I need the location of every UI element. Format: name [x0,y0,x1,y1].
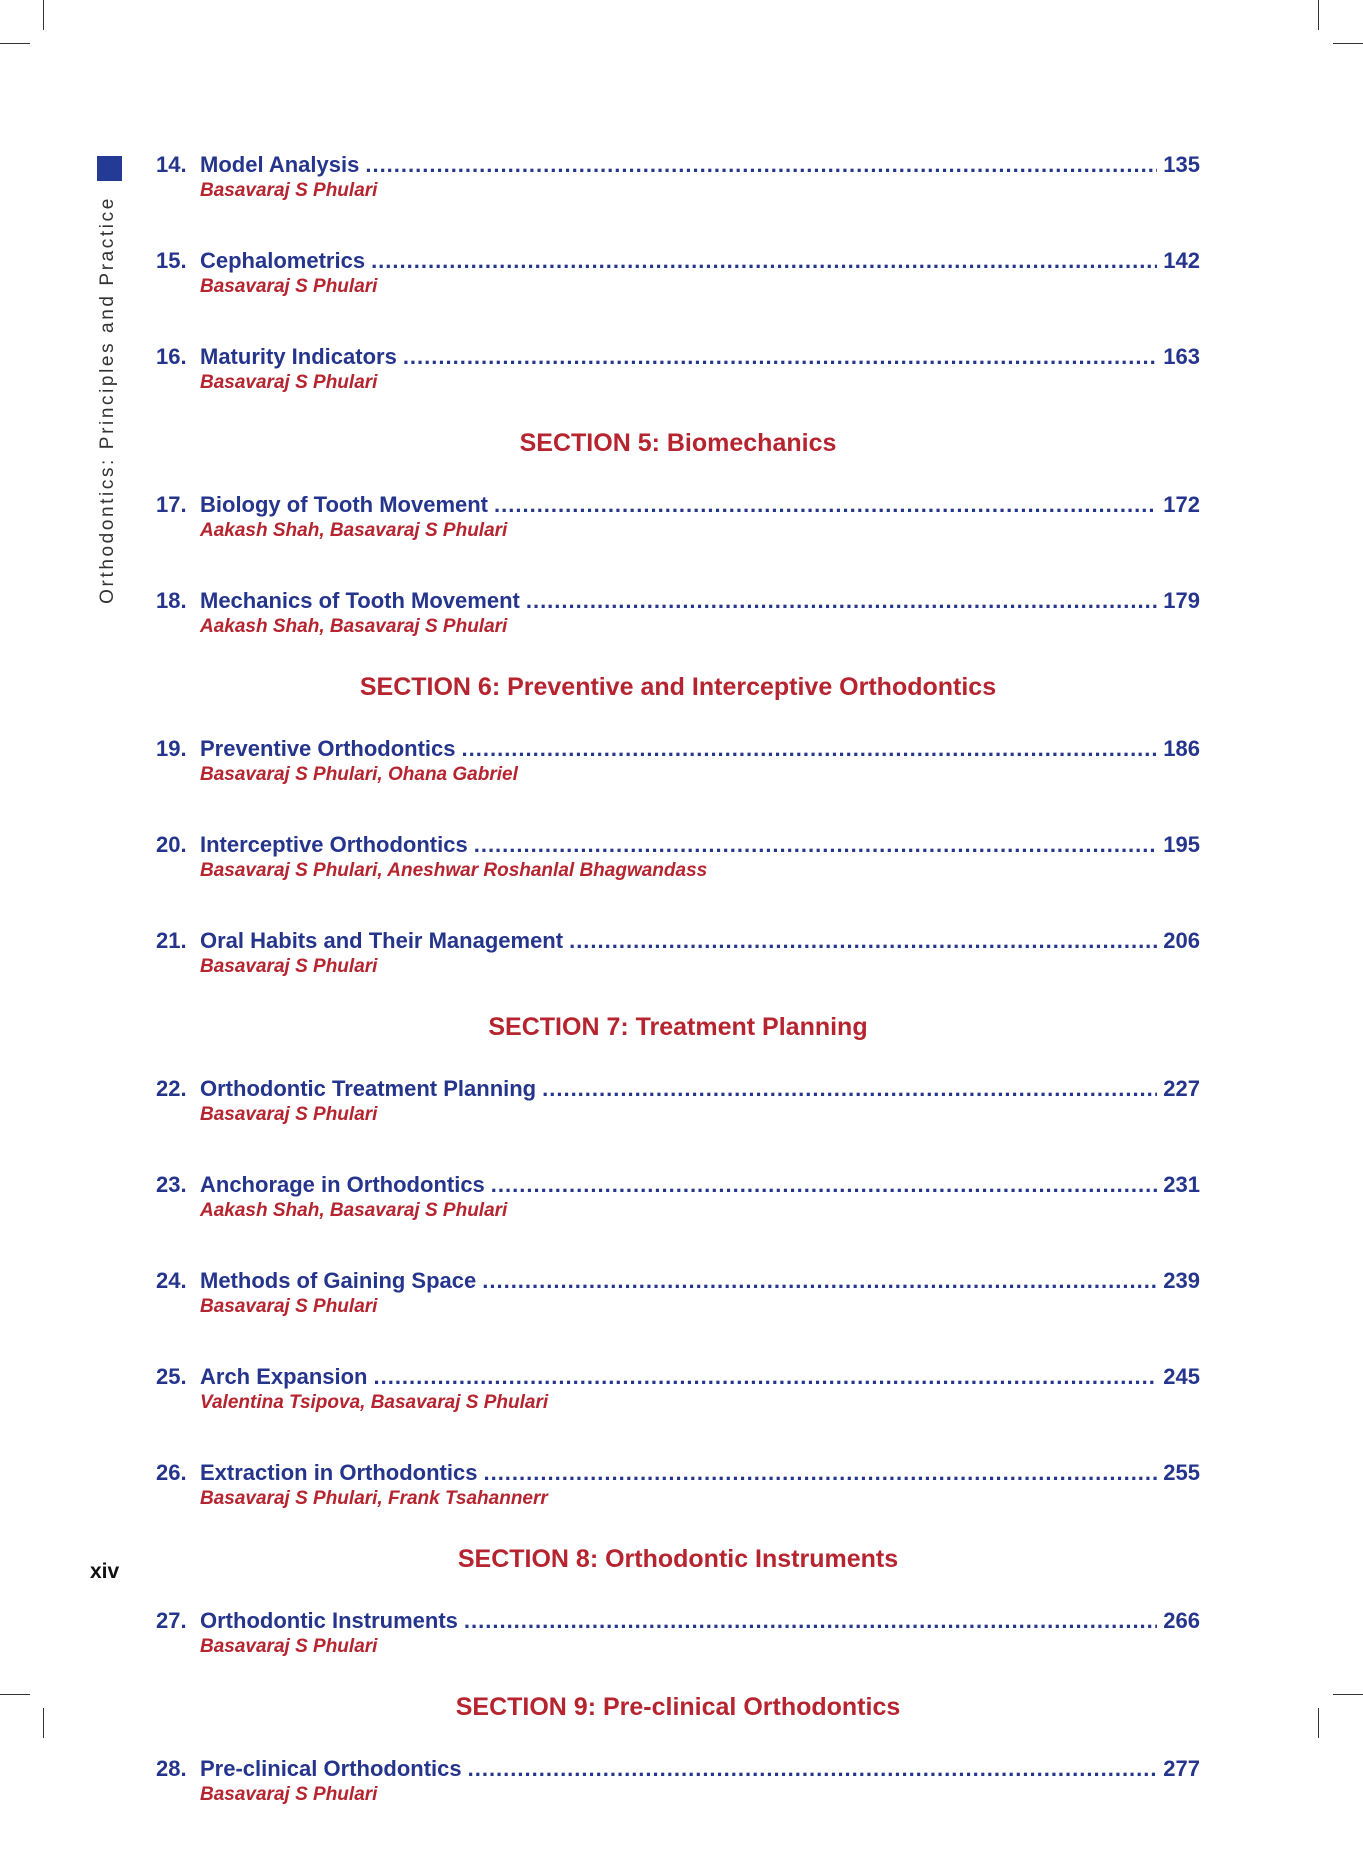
crop-mark [1333,43,1363,44]
section-heading: SECTION 9: Pre-clinical Orthodontics [455,1693,901,1721]
dot-leader [483,1458,1157,1488]
chapter-authors: Basavaraj S Phulari [200,1296,378,1317]
chapter-authors: Aakash Shah, Basavaraj S Phulari [200,1200,508,1221]
dot-leader [468,1754,1158,1784]
chapter-title[interactable]: Orthodontic Instruments [200,1608,458,1633]
page-number: 179 [1163,588,1200,613]
chapter-title[interactable]: Interceptive Orthodontics [200,832,468,857]
chapter-title[interactable]: Oral Habits and Their Management [200,928,564,953]
chapter-authors: Basavaraj S Phulari, Ohana Gabriel [200,764,518,785]
toc-entry[interactable] [156,490,1200,542]
chapter-title[interactable]: Cephalometrics [200,248,366,273]
chapter-authors: Basavaraj S Phulari [200,180,378,201]
chapter-number: 15. [156,248,187,273]
chapter-title[interactable]: Mechanics of Tooth Movement [200,588,520,613]
crop-mark [43,0,44,30]
chapter-title[interactable]: Pre-clinical Orthodontics [200,1756,462,1781]
chapter-number: 27. [156,1608,187,1633]
dot-leader [526,586,1157,616]
chapter-number: 19. [156,736,187,761]
toc-entry[interactable] [156,586,1200,638]
crop-mark [1318,0,1319,30]
toc-entry[interactable] [156,342,1200,394]
toc-entry[interactable] [156,1754,1200,1806]
page-number: 239 [1163,1268,1200,1293]
toc-entry[interactable] [156,1362,1200,1414]
crop-mark [0,1694,30,1695]
dot-leader [474,830,1158,860]
chapter-number: 23. [156,1172,187,1197]
chapter-authors: Aakash Shah, Basavaraj S Phulari [200,616,508,637]
page-number: 227 [1163,1076,1200,1101]
crop-mark [43,1708,44,1738]
dot-leader [403,342,1157,372]
chapter-number: 16. [156,344,187,369]
chapter-authors: Basavaraj S Phulari, Frank Tsahannerr [200,1488,548,1509]
side-marker [97,156,122,181]
chapter-authors: Valentina Tsipova, Basavaraj S Phulari [200,1392,549,1413]
page-number: 245 [1163,1364,1200,1389]
crop-mark [0,43,30,44]
chapter-title[interactable]: Methods of Gaining Space [200,1268,477,1293]
chapter-number: 26. [156,1460,187,1485]
dot-leader [494,490,1157,520]
chapter-number: 24. [156,1268,187,1293]
toc-entry[interactable] [156,246,1200,298]
page-folio: xiv [90,1560,120,1583]
page-number: 231 [1163,1172,1200,1197]
chapter-number: 17. [156,492,187,517]
toc-entry[interactable] [156,1458,1200,1510]
toc-entry[interactable] [156,1606,1200,1658]
chapter-title[interactable]: Extraction in Orthodontics [200,1460,478,1485]
toc-entry[interactable] [156,150,1200,202]
section-heading: SECTION 8: Orthodontic Instruments [457,1545,899,1573]
chapter-number: 22. [156,1076,187,1101]
crop-mark [1333,1694,1363,1695]
chapter-authors: Basavaraj S Phulari, Aneshwar Roshanlal Bhagwandass [200,860,708,881]
chapter-title[interactable]: Arch Expansion [200,1364,368,1389]
section-heading: SECTION 7: Treatment Planning [488,1013,868,1041]
chapter-title[interactable]: Anchorage in Orthodontics [200,1172,485,1197]
page-number: 277 [1163,1756,1200,1781]
chapter-number: 18. [156,588,187,613]
crop-mark [1318,1708,1319,1738]
chapter-authors: Basavaraj S Phulari [200,372,378,393]
dot-leader [569,926,1157,956]
dot-leader [464,1606,1157,1636]
chapter-authors: Basavaraj S Phulari [200,956,378,977]
chapter-number: 28. [156,1756,187,1781]
dot-leader [462,734,1158,764]
chapter-number: 20. [156,832,187,857]
dot-leader [482,1266,1157,1296]
chapter-authors: Basavaraj S Phulari [200,1636,378,1657]
page-number: 206 [1163,928,1200,953]
chapter-title[interactable]: Preventive Orthodontics [200,736,456,761]
chapter-authors: Basavaraj S Phulari [200,276,378,297]
dot-leader [491,1170,1157,1200]
chapter-number: 14. [156,152,187,177]
page-number: 135 [1163,152,1200,177]
chapter-authors: Basavaraj S Phulari [200,1104,378,1125]
toc-entry[interactable] [156,734,1200,786]
page-number: 142 [1163,248,1200,273]
chapter-title[interactable]: Biology of Tooth Movement [200,492,489,517]
chapter-title[interactable]: Model Analysis [200,152,360,177]
dot-leader [371,246,1157,276]
section-heading: SECTION 5: Biomechanics [519,429,837,457]
toc-entry[interactable] [156,1074,1200,1126]
page-number: 163 [1163,344,1200,369]
page-number: 266 [1163,1608,1200,1633]
toc-entry[interactable] [156,926,1200,978]
chapter-authors: Aakash Shah, Basavaraj S Phulari [200,520,508,541]
dot-leader [365,150,1157,180]
chapter-title[interactable]: Orthodontic Treatment Planning [200,1076,537,1101]
chapter-number: 21. [156,928,187,953]
toc-entry[interactable] [156,830,1200,882]
chapter-title[interactable]: Maturity Indicators [200,344,397,369]
section-heading: SECTION 6: Preventive and Interceptive Orthodontics [359,673,997,701]
toc-entry[interactable] [156,1170,1200,1222]
page-number: 186 [1163,736,1200,761]
chapter-authors: Basavaraj S Phulari [200,1784,378,1805]
page-number: 195 [1163,832,1200,857]
toc-entry[interactable] [156,1266,1200,1318]
running-title: Orthodontics: Principles and Practice [97,196,118,604]
page-number: 255 [1163,1460,1200,1485]
dot-leader [373,1362,1157,1392]
chapter-number: 25. [156,1364,187,1389]
table-of-contents [156,150,1200,1850]
page-number: 172 [1163,492,1200,517]
dot-leader [542,1074,1157,1104]
